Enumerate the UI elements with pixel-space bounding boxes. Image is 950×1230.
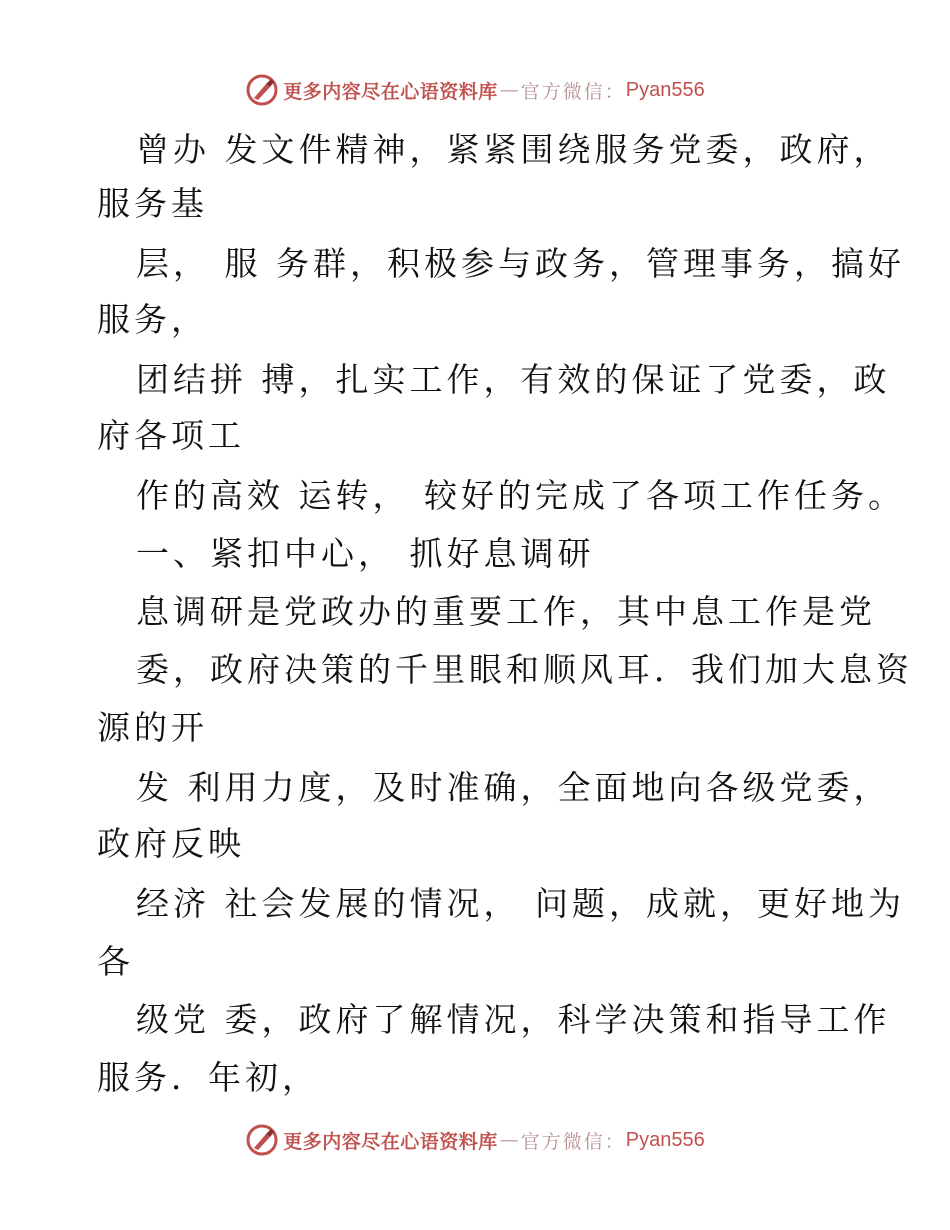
body-line: 级党 委，政府了解情况，科学决策和指导工作 bbox=[136, 1000, 891, 1039]
body-line: 经济 社会发展的情况， 问题，成就，更好地为 bbox=[136, 884, 905, 923]
watermark-banner-bottom bbox=[0, 1122, 950, 1158]
body-line: 各 bbox=[97, 942, 134, 981]
watermark-banner-top bbox=[0, 72, 950, 108]
watermark-brand-text: 更多内容尽在心语资料库 bbox=[283, 1130, 498, 1153]
watermark-account: Pyan556 bbox=[625, 78, 705, 101]
watermark-dash: — bbox=[499, 1129, 519, 1151]
body-line: 政府反映 bbox=[97, 824, 245, 863]
body-line: 曾办 发文件精神，紧紧围绕服务党委，政府， bbox=[136, 130, 891, 169]
body-line: 发 利用力度，及时准确，全面地向各级党委， bbox=[136, 768, 891, 807]
body-line: 源的开 bbox=[97, 708, 208, 747]
body-line: 作的高效 运转， 较好的完成了各项工作任务。 bbox=[136, 476, 905, 515]
watermark-account: Pyan556 bbox=[625, 1128, 705, 1151]
pen-circle-logo-icon bbox=[245, 73, 279, 107]
body-line: 委，政府决策的千里眼和顺风耳．我们加大息资 bbox=[136, 650, 913, 689]
pen-circle-logo-icon bbox=[245, 1123, 279, 1157]
body-line: 服务基 bbox=[97, 184, 208, 223]
body-line: 服务．年初， bbox=[97, 1058, 319, 1097]
section-heading: 一、紧扣中心， 抓好息调研 bbox=[136, 534, 595, 573]
body-line: 服务， bbox=[97, 300, 208, 339]
body-line: 息调研是党政办的重要工作，其中息工作是党 bbox=[136, 592, 876, 631]
watermark-official-label: 官方微信： bbox=[520, 1130, 626, 1153]
body-line: 层， 服 务群，积极参与政务，管理事务，搞好 bbox=[136, 244, 905, 283]
watermark-brand-text: 更多内容尽在心语资料库 bbox=[283, 80, 498, 103]
body-line: 府各项工 bbox=[97, 416, 245, 455]
body-line: 团结拼 搏，扎实工作，有效的保证了党委，政 bbox=[136, 360, 891, 399]
watermark-official-label: 官方微信： bbox=[520, 80, 626, 103]
watermark-dash: — bbox=[499, 79, 519, 101]
